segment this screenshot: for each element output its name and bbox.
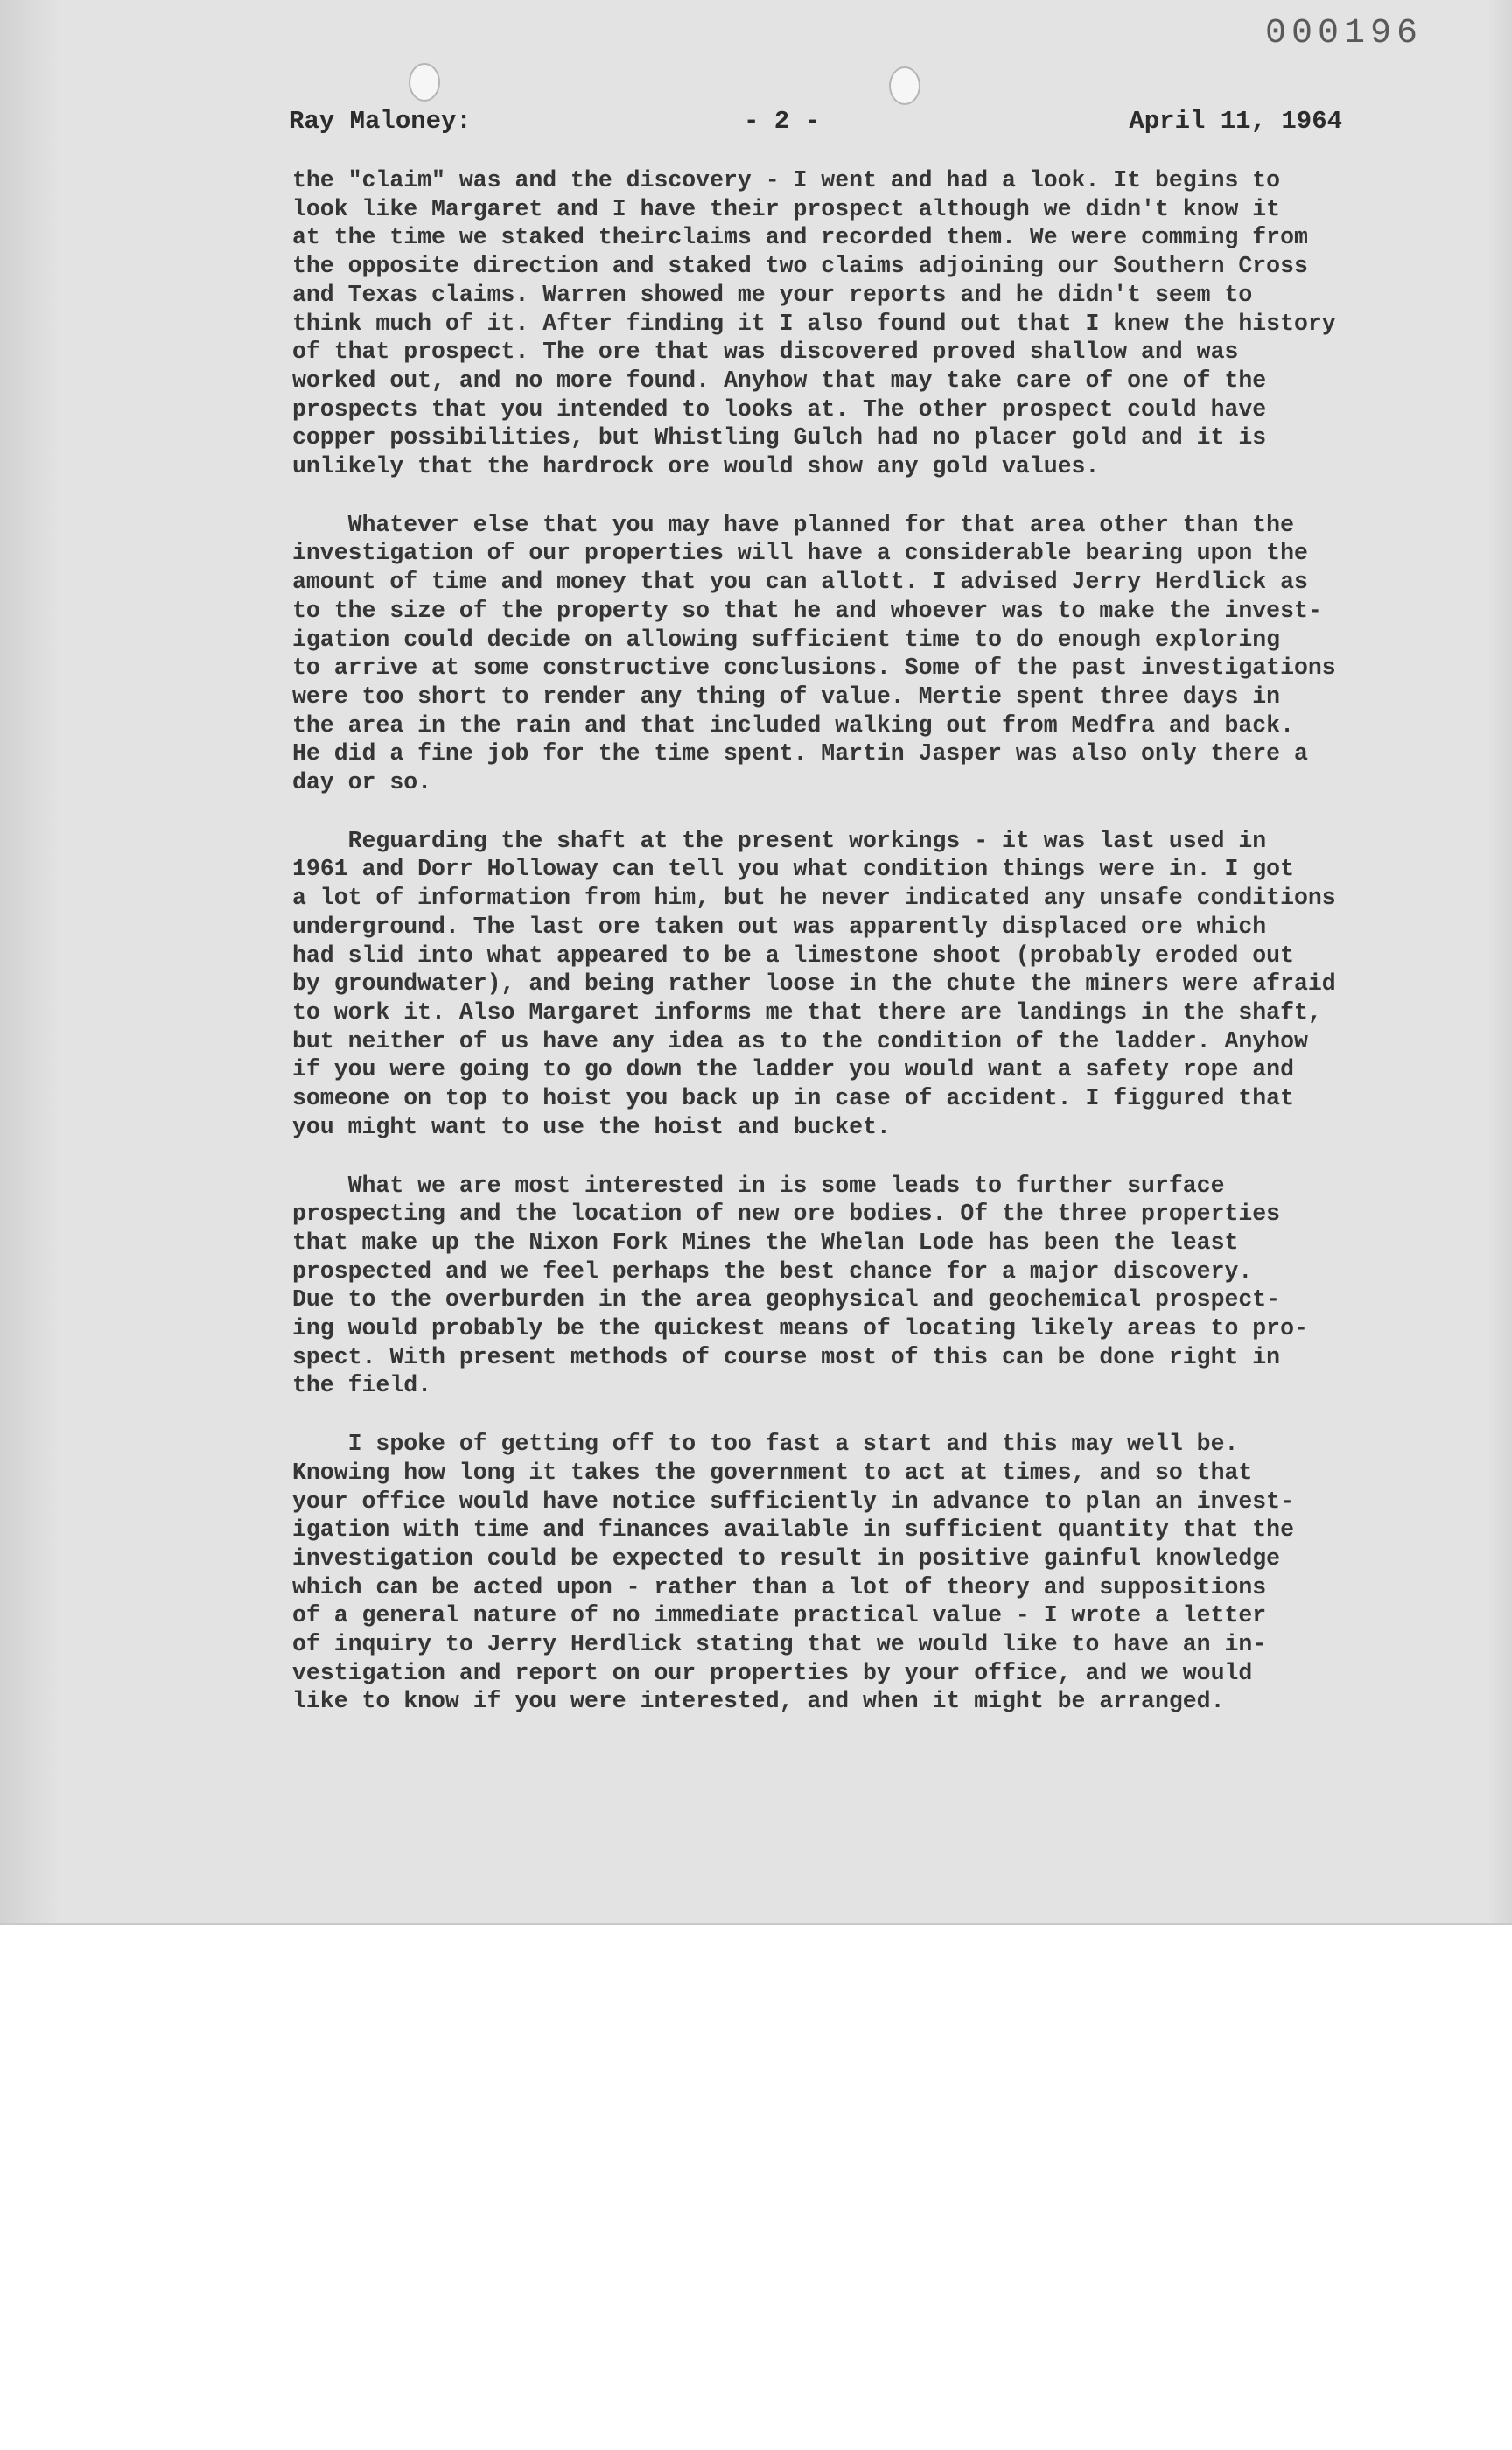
paragraph-5: I spoke of getting off to too fast a start and this may well be. Knowing how long it takes the government to act at times, and so that your office would have notice sufficiently in advance to plan an invest- igation with time and finances available in sufficient quantity that the investigation could be expected to result in positive gainful knowledge which can be acted upon - rather than a lot of theory and suppositions of a general nature of no immediate practical value - I wrote a letter of inquiry to Jerry Herdlick stating that we would like to have an in- vestigation and report on our properties by your office, and we would like to know if you were interested, and when it might be arranged. (292, 1431, 1294, 1715)
paragraph-3: Reguarding the shaft at the present workings - it was last used in 1961 and Dorr Holloway can tell you what condition things were in. I got a lot of information from him, but he never indicated any unsafe conditions underground. The last ore taken out was apparently displaced ore which had slid into what appeared to be a limestone shoot (probably eroded out by groundwater), and being rather loose in the chute the miners were afraid to work it. Also Margaret informs me that there are landings in the shaft, but neither of us have any idea as to the condition of the ladder. Anyhow if you were going to go down the ladder you would want a safety rope and someone on top to hoist you back up in case of accident. I figgured that you might want to use the hoist and bucket. (292, 827, 1336, 1140)
punch-hole-right (889, 66, 920, 105)
letter-body (292, 166, 1421, 1746)
paragraph-4: What we are most interested in is some leads to further surface prospecting and the location of new ore bodies. Of the three properties that make up the Nixon Fork Mines the Whelan Lode has been the least prospected and we feel perhaps the best chance for a major discovery. Due to the overburden in the area geophysical and geochemical prospect- ing would probably be the quickest means of locating likely areas to pro- spect. With present methods of course most of this can be done right in the field. (292, 1172, 1308, 1399)
page-shadow-left (0, 0, 61, 1923)
paragraph-2: Whatever else that you may have planned for that area other than the investigation of our properties will have a considerable bearing upon the amount of time and money that you can allott. I advised Jerry Herdlick as to the size of the property so that he and whoever was to make the invest- igation could decide on allowing sufficient time to do enough exploring to arrive at some constructive conclusions. Some of the past investigations were too short to render any thing of value. Mertie spent three days in the area in the rain and that included walking out from Medfra and back. He did a fine job for the time spent. Martin Jasper was also only there a day or so. (292, 511, 1336, 796)
document-stamp-number: 000196 (1265, 14, 1424, 53)
letter-header (289, 107, 1342, 142)
letter-date: April 11, 1964 (1129, 107, 1342, 136)
recipient-line: Ray Maloney: (289, 107, 472, 136)
punch-hole-left (409, 63, 440, 102)
page-number: - 2 - (744, 107, 821, 136)
paragraph-1: the "claim" was and the discovery - I went and had a look. It begins to look like Margaret and I have their prospect although we didn't know it at the time we staked theirclaims and recorded them. We were comming from the opposite direction and staked two claims adjoining our Southern Cross and Texas claims. Warren showed me your reports and he didn't seem to think much of it. After finding it I also found out that I knew the history of that prospect. The ore that was discovered proved shallow and was worked out, and no more found. Anyhow that may take care of one of the prospects that you intended to looks at. The other prospect could have copper possibilities, but Whistling Gulch had no placer gold and it is unlikely that the hardrock ore would show any gold values. (292, 167, 1336, 480)
page-shadow-right (1486, 0, 1512, 1923)
